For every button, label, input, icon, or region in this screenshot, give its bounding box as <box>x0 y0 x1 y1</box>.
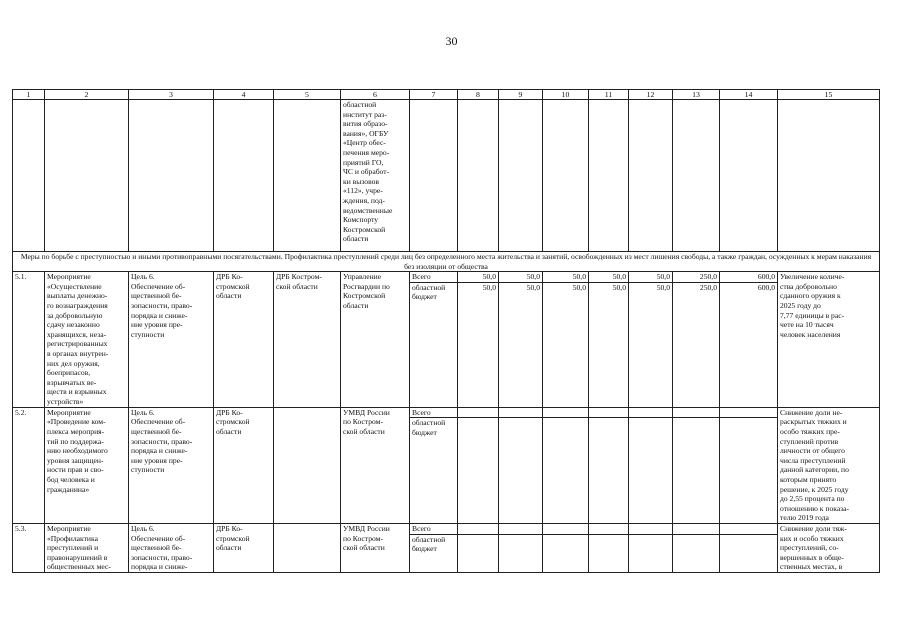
measure-cell: Мероприятие «Осуществление выплаты денежно- го вознаграждения за добровольную сдачу незаконно хранящихся, неза- регистрированных в органах внутрен- них дел оружия, боеприпасов, взрывчатых ве- ществ и взрывных устройств» <box>45 272 129 408</box>
source-budget: областной бюджет <box>410 534 458 572</box>
result-cell: Увеличение количе- ства добровольно сданного оружия к 2025 году до 7,77 единицы в рас- чете на 10 тысяч человек населения <box>778 272 880 408</box>
table-row <box>13 272 880 283</box>
col-header: 4 <box>214 90 274 100</box>
executor-cell: УМВД России по Костром- ской области <box>341 523 410 572</box>
value-cell: 50,0 <box>543 272 589 283</box>
executor-cell: областной институт раз- вития образо- вания», ОГБУ «Центр обес- печения меро- приятий ГО, ЧС и обработ- ки вызовов «112», учре- ждения, под- ведомственные Комспорту Костромской области <box>341 100 410 252</box>
goal-cell: Цель 6. Обеспечение об- щественной бе- зопасности, право- порядка и сниже- ние уровня пре- ступности <box>129 407 214 523</box>
col-header: 11 <box>589 90 629 100</box>
source-budget: областной бюджет <box>410 418 458 523</box>
col-header: 1 <box>13 90 45 100</box>
value-cell: 250,0 <box>673 272 720 283</box>
value-cell: 600,0 <box>720 282 778 407</box>
value-cell: 600,0 <box>720 272 778 283</box>
page-number: 30 <box>445 34 458 48</box>
table-row <box>13 407 880 418</box>
row-number: 5.1. <box>13 272 45 408</box>
value-cell: 50,0 <box>458 282 499 407</box>
section-title-row <box>13 252 880 272</box>
col-header: 5 <box>274 90 341 100</box>
table-row <box>13 523 880 534</box>
col-header: 9 <box>499 90 543 100</box>
col-header: 3 <box>129 90 214 100</box>
source-total: Всего <box>410 407 458 418</box>
value-cell: 50,0 <box>499 282 543 407</box>
value-cell: 50,0 <box>629 282 673 407</box>
value-cell: 50,0 <box>543 282 589 407</box>
col-header: 6 <box>341 90 410 100</box>
value-cell: 250,0 <box>673 282 720 407</box>
measure-cell: Мероприятие «Профилактика преступлений и правонарушений в общественных мес- <box>45 523 129 572</box>
responsible-cell: ДРБ Ко- стромской области <box>214 272 274 408</box>
responsible-cell: ДРБ Ко- стромской области <box>214 407 274 523</box>
row-number: 5.2. <box>13 407 45 523</box>
column-number-row <box>13 90 880 100</box>
section-title: Меры по борьбе с преступностью и иными противоправными посягательствами. Профилактика преступлений среди лиц без определенного места жительства и занятий, освобожденных из мест лишения свободы, а также граждан, осужденных к мерам наказания без изоляции от общества <box>13 252 880 272</box>
result-cell: Снижение доли тяж- ких и особо тяжких преступлений, со- вершенных в обще- ственных местах, в <box>778 523 880 572</box>
coexecutor-cell: ДРБ Костром- ской области <box>274 272 341 408</box>
col-header: 10 <box>543 90 589 100</box>
responsible-cell: ДРБ Ко- стромской области <box>214 523 274 572</box>
col-header: 13 <box>673 90 720 100</box>
row-number: 5.3. <box>13 523 45 572</box>
program-table <box>12 89 880 573</box>
source-budget: областной бюджет <box>410 282 458 407</box>
col-header: 12 <box>629 90 673 100</box>
value-cell: 50,0 <box>458 272 499 283</box>
measure-cell: Мероприятие «Проведение ком- плекса мероприя- тий по поддержа- нию необходимого уровня защищен- ности прав и сво- бод человека и гражданина» <box>45 407 129 523</box>
col-header: 15 <box>778 90 880 100</box>
value-cell: 50,0 <box>499 272 543 283</box>
value-cell: 50,0 <box>589 272 629 283</box>
col-header: 8 <box>458 90 499 100</box>
executor-cell: УМВД России по Костром- ской области <box>341 407 410 523</box>
goal-cell: Цель 6. Обеспечение об- щественной бе- зопасности, право- порядка и сниже- ние уровня пре- ступности <box>129 272 214 408</box>
continuation-row <box>13 100 880 252</box>
col-header: 14 <box>720 90 778 100</box>
coexecutor-cell <box>274 523 341 572</box>
coexecutor-cell <box>274 407 341 523</box>
source-total: Всего <box>410 272 458 283</box>
result-cell: Снижение доли не- раскрытых тяжких и особо тяжких пре- ступлений против личности от общего числа преступлений данной категории, по которым принято решение, к 2025 году до 2,55 процента по отношению к показа- телю 2019 года <box>778 407 880 523</box>
col-header: 7 <box>410 90 458 100</box>
col-header: 2 <box>45 90 129 100</box>
source-total: Всего <box>410 523 458 534</box>
executor-cell: Управление Росгвардии по Костромской области <box>341 272 410 408</box>
value-cell: 50,0 <box>589 282 629 407</box>
goal-cell: Цель 6. Обеспечение об- щественной бе- зопасности, право- порядка и сниже- <box>129 523 214 572</box>
value-cell: 50,0 <box>629 272 673 283</box>
